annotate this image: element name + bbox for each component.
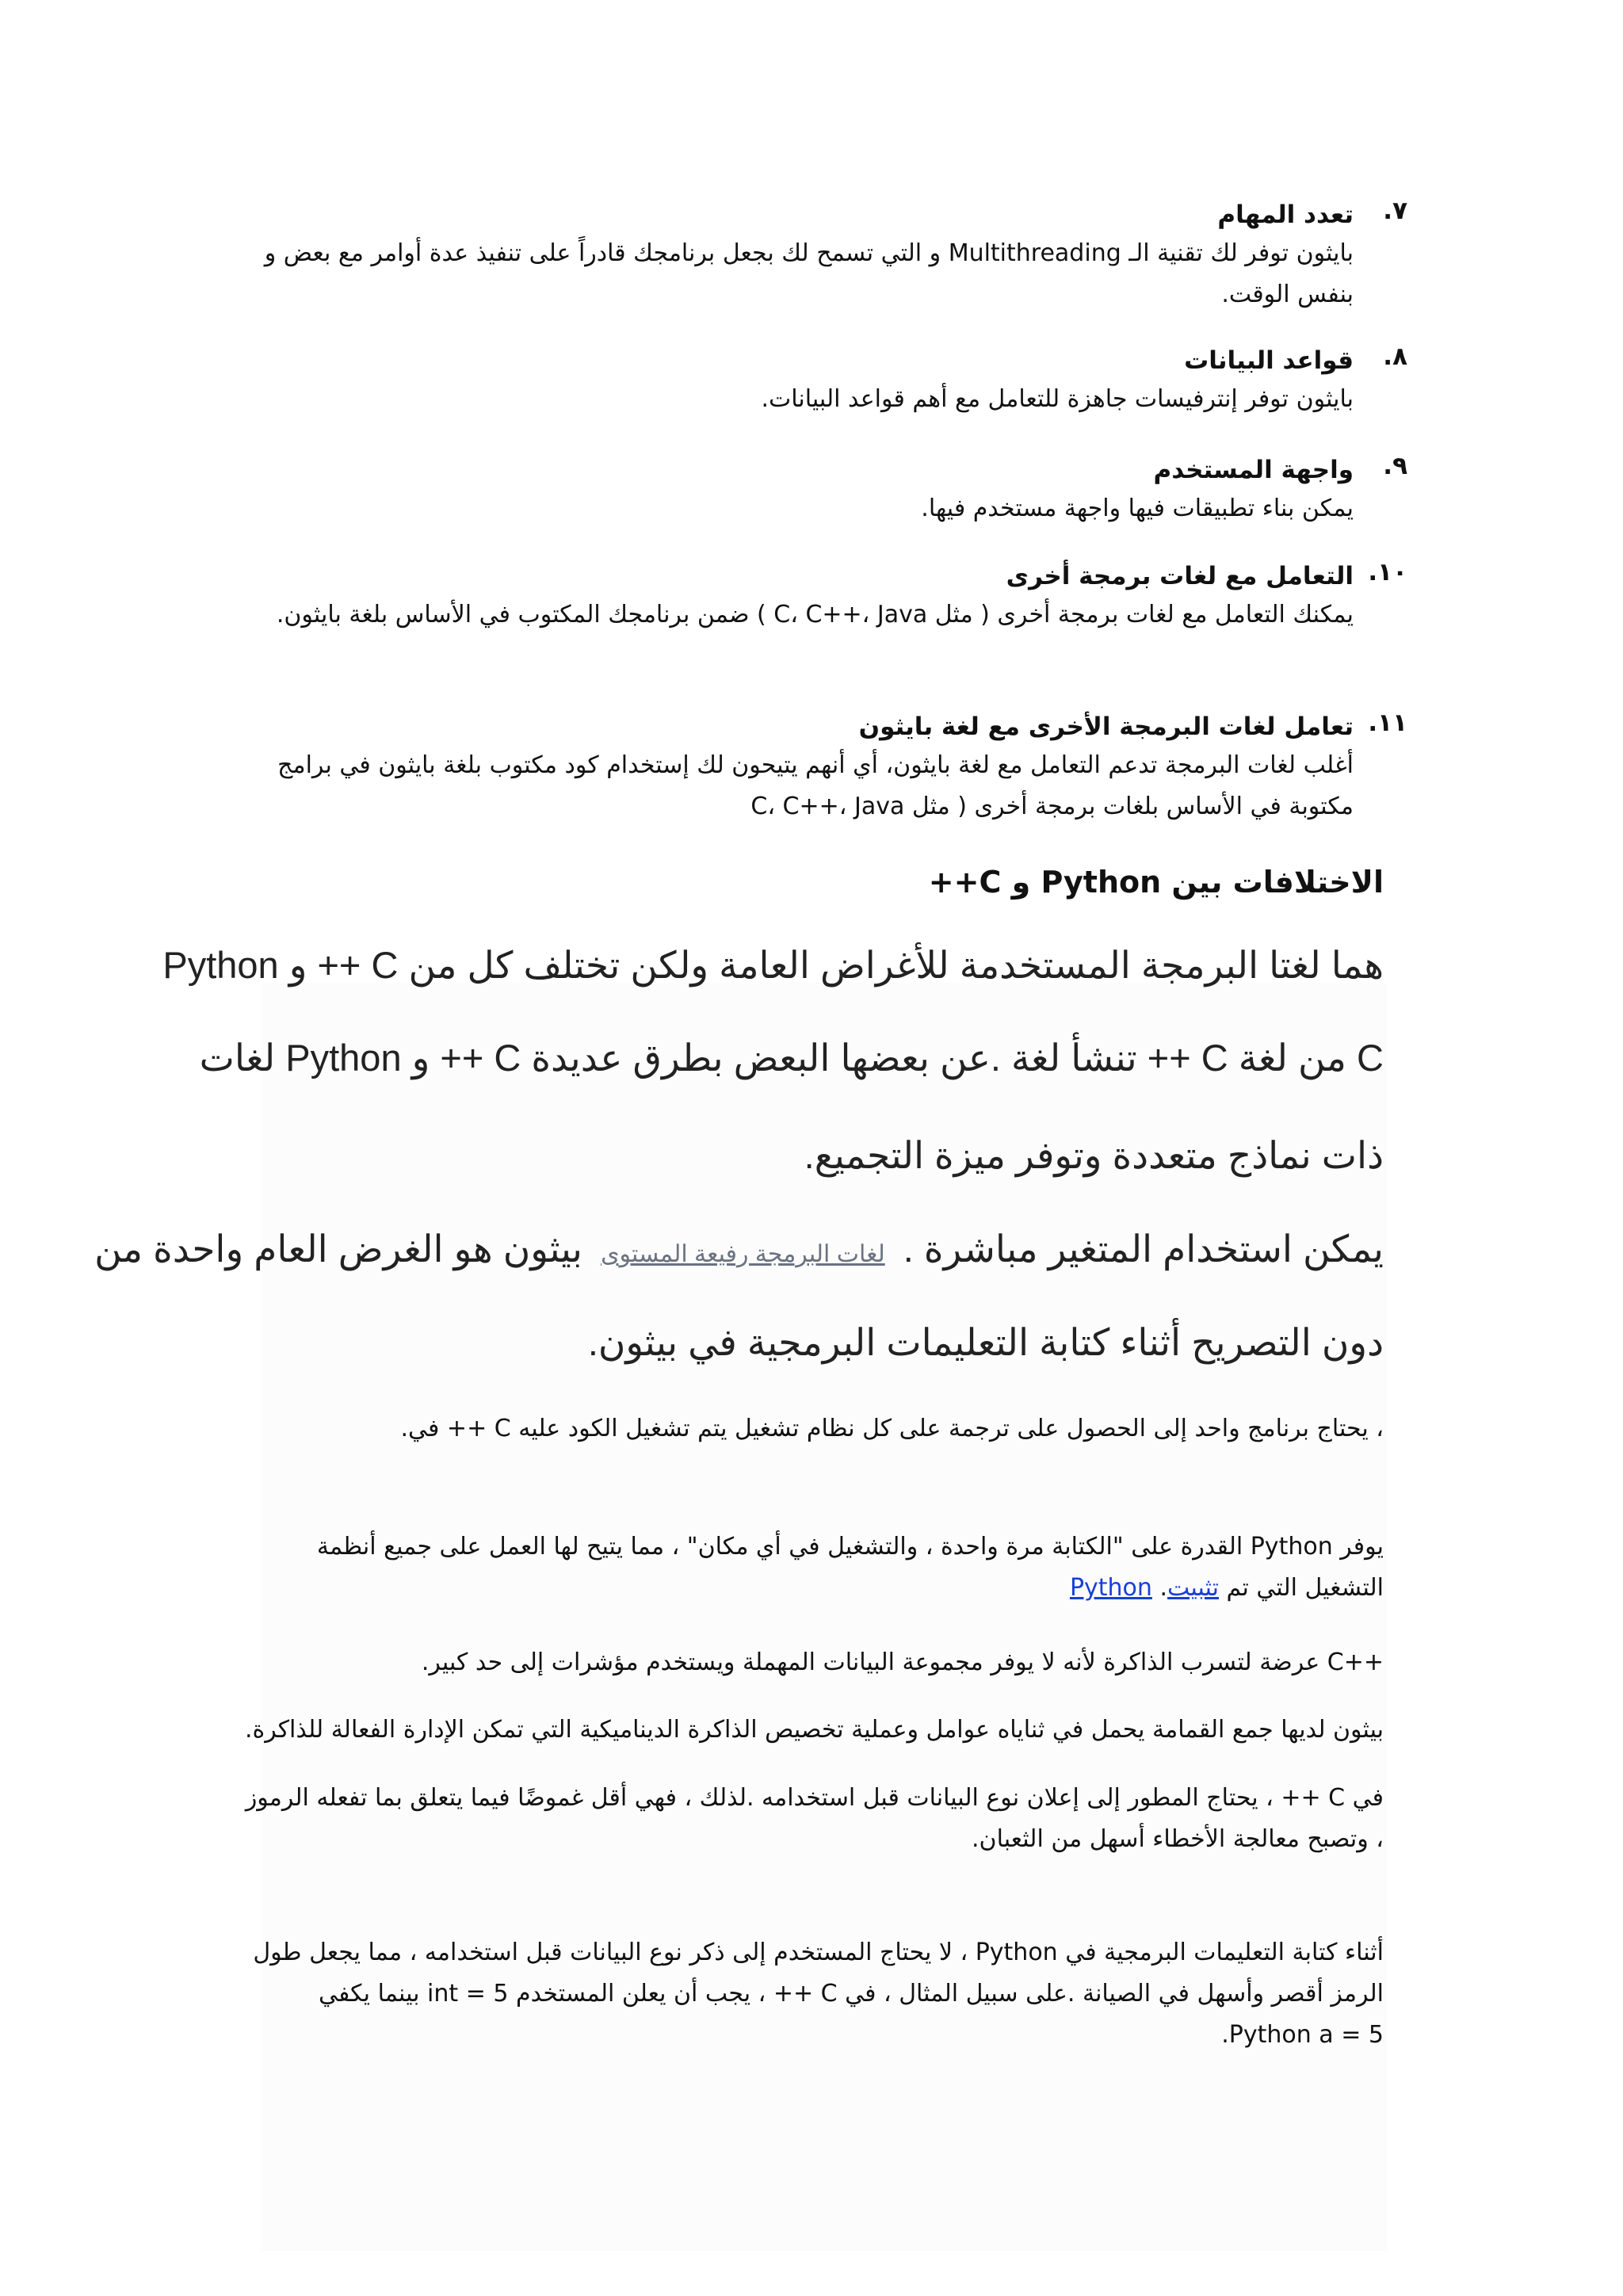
list-number: ١٠.: [1368, 558, 1407, 586]
paragraph-text: يوفر Python القدرة على "الكتابة مرة واحدة ، والتشغيل في أي مكان" ، مما يتيح لها العمل على جميع أنظمة التشغيل التي تم: [316, 1533, 1384, 1602]
list-item-interop: [236, 709, 1407, 827]
list-item-user-interface: [236, 452, 1407, 529]
list-item-other-languages: [236, 558, 1407, 636]
list-number: ٨.: [1383, 342, 1407, 371]
list-item-title: تعامل لغات البرمجة الأخرى مع لغة بايثون: [858, 712, 1354, 741]
list-number: ٩.: [1383, 452, 1407, 480]
list-item-title: واجهة المستخدم: [1153, 456, 1354, 484]
list-item-multitasking: [236, 197, 1407, 315]
big-text-line: هما لغتا البرمجة المستخدمة للأغراض العامة ولكن تختلف كل من C ++ و Python: [162, 944, 1384, 986]
list-number: ١١.: [1368, 709, 1407, 737]
paragraph-cpp-types: في C ++ ، يحتاج المطور إلى إعلان نوع البيانات قبل استخدامه .لذلك ، فهي أقل غموضًا فيما يتعلق بما تفعله الرموز ، وتصبح معالجة الأخطاء أسهل من الثعبان.: [245, 1784, 1384, 1853]
paragraph-memory-leak: ++C عرضة لتسرب الذاكرة لأنه لا يوفر مجموعة البيانات المهملة ويستخدم مؤشرات إلى حد كبير.: [421, 1648, 1384, 1676]
list-item-body: بايثون توفر إنترفيسات جاهزة للتعامل مع أهم قواعد البيانات.: [761, 385, 1354, 413]
list-item-title: التعامل مع لغات برمجة أخرى: [1006, 562, 1354, 590]
section-heading: الاختلافات بين Python و C++: [928, 865, 1384, 900]
high-level-languages-link[interactable]: لغات البرمجة رفيعة المستوى: [601, 1241, 885, 1267]
list-item-body: بايثون توفر لك تقنية الـ Multithreading و التي تسمح لك بجعل برنامجك قادراً على تنفيذ عدة أوامر مع بعض و بنفس الوقت.: [264, 239, 1354, 308]
paragraph-cpp-compile: ، يحتاج برنامج واحد إلى الحصول على ترجمة على كل نظام تشغيل يتم تشغيل الكود عليه C ++ في.: [400, 1415, 1384, 1442]
list-item-title: قواعد البيانات: [1184, 346, 1354, 375]
big-text-line: [94, 1225, 1384, 1278]
python-link[interactable]: Python: [1069, 1574, 1152, 1602]
paragraph-garbage-collection: بيثون لديها جمع القمامة يحمل في ثناياه عوامل وعملية تخصيص الذاكرة الديناميكية التي تمكن الإدارة الفعالة للذاكرة.: [244, 1716, 1384, 1744]
big-text-line: دون التصريح أثناء كتابة التعليمات البرمجية في بيثون.: [587, 1321, 1384, 1363]
list-item-title: تعدد المهام: [1217, 201, 1354, 229]
list-item-body: أغلب لغات البرمجة تدعم التعامل مع لغة بايثون، أي أنهم يتيحون لك إستخدام كود مكتوب بلغة بايثون في برامج مكتوبة في الأساس بلغات برمجة أخرى ( مثل C، C++، Java: [277, 751, 1354, 820]
big-text-segment: يمكن استخدام المتغير مباشرة .: [903, 1228, 1384, 1270]
paragraph-python-types: أثناء كتابة التعليمات البرمجية في Python ، لا يحتاج المستخدم إلى ذكر نوع البيانات قبل استخدامه ، مما يجعل طول الرمز أقصر وأسهل في الصيانة .على سبيل المثال ، في C ++ ، يجب أن يعلن المستخدم int = 5 بينما يكفي Python a = 5.: [253, 1939, 1384, 2049]
list-item-body: يمكن بناء تطبيقات فيها واجهة مستخدم فيها.: [921, 495, 1354, 522]
big-text-segment: بيثون هو الغرض العام واحدة من: [94, 1228, 582, 1270]
big-text-line: C من لغة C ++ تنشأ لغة .عن بعضها البعض بطرق عديدة C ++ و Python لغات: [199, 1037, 1384, 1079]
list-item-databases: [236, 342, 1407, 420]
big-text-line: ذات نماذج متعددة وتوفر ميزة التجميع.: [804, 1134, 1384, 1176]
install-link[interactable]: تثبيت: [1167, 1574, 1219, 1602]
list-item-body: يمكنك التعامل مع لغات برمجة أخرى ( مثل C، C++، Java ) ضمن برنامجك المكتوب في الأساس بلغة بايثون.: [276, 601, 1354, 628]
paragraph-python-portability: يوفر Python القدرة على "الكتابة مرة واحدة ، والتشغيل في أي مكان" ، مما يتيح لها العمل على جميع أنظمة التشغيل التي تم تثبيت. Python: [316, 1533, 1384, 1602]
list-number: ٧.: [1383, 197, 1407, 225]
